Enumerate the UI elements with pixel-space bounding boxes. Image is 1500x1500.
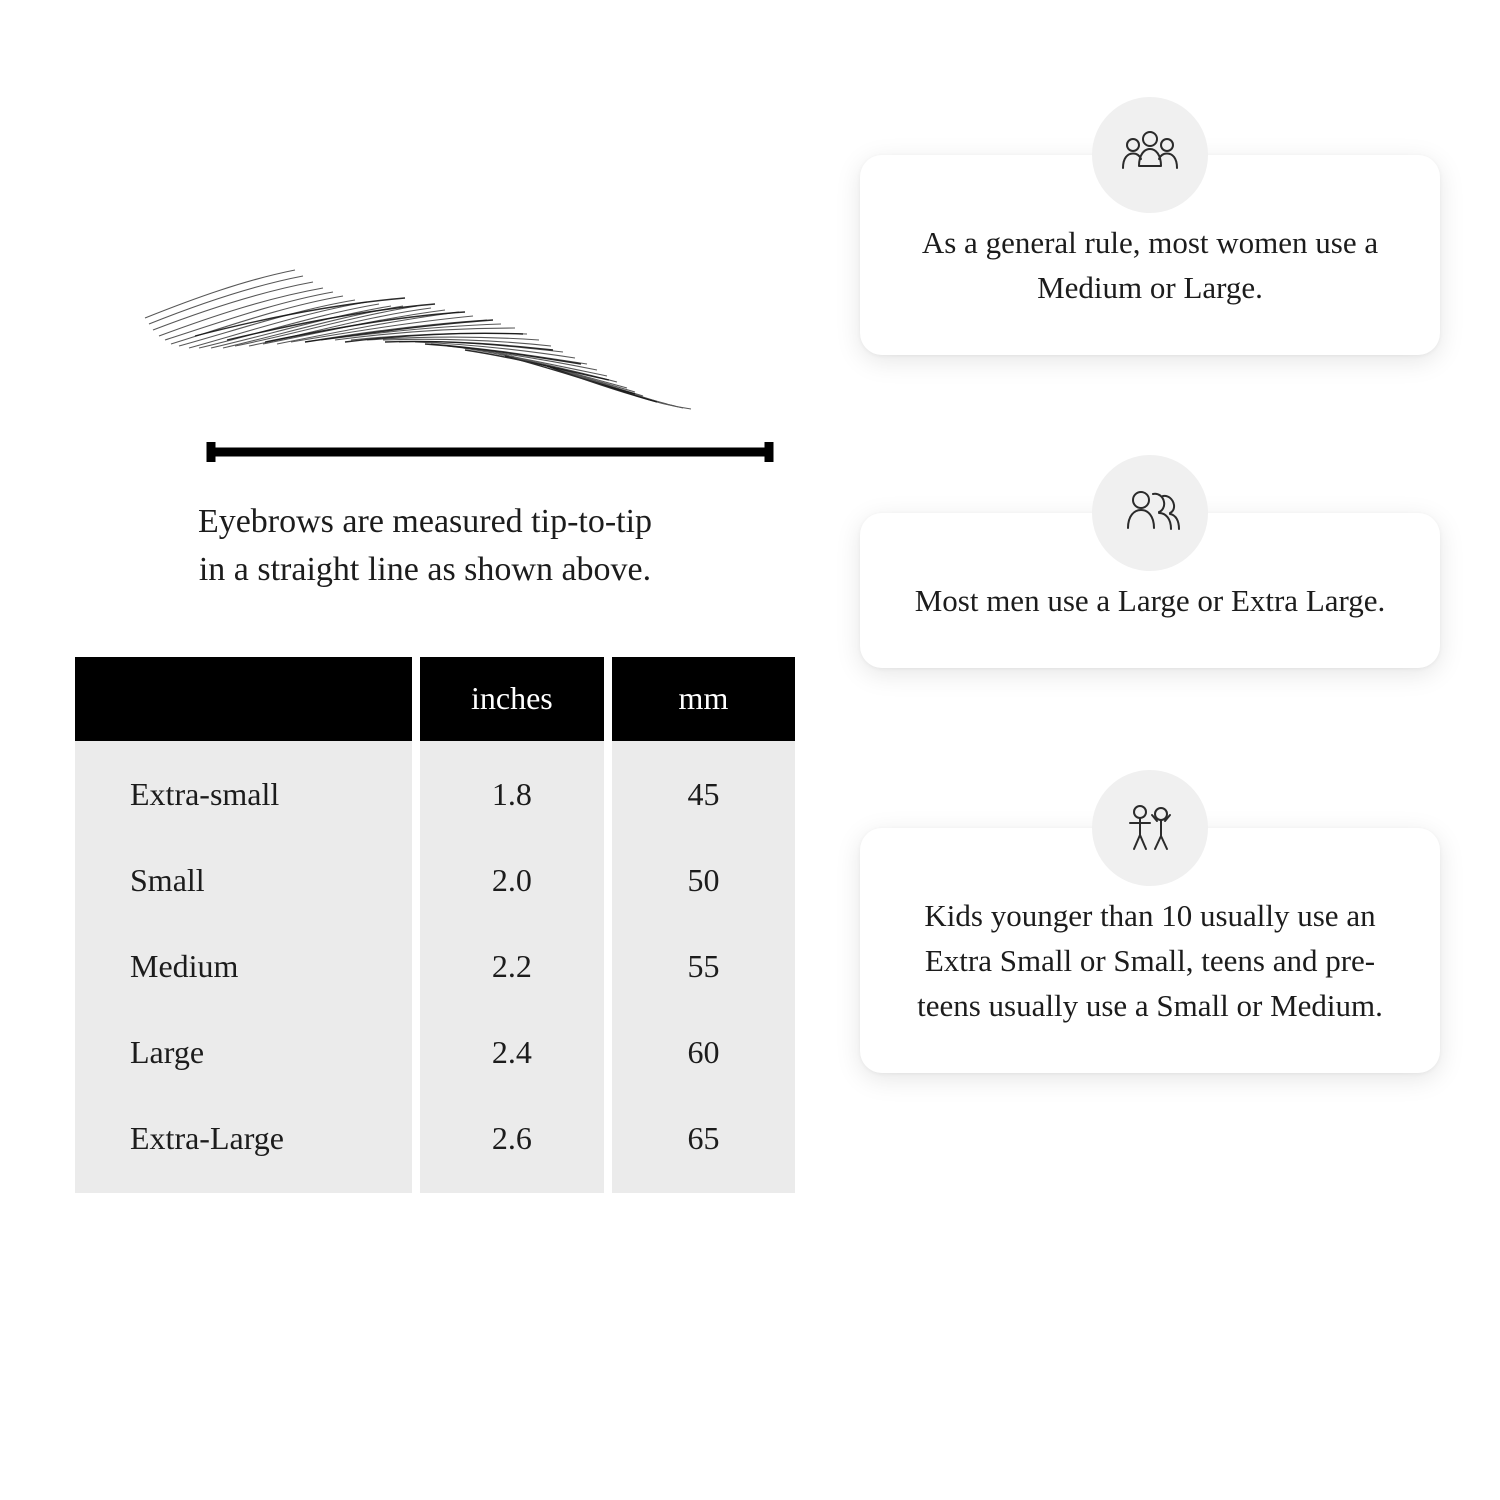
note-text: As a general rule, most women use a Medium or Large.	[921, 225, 1379, 305]
note-card-men	[860, 513, 1440, 668]
women-group-icon	[1092, 97, 1208, 213]
cell-size-name: Small	[75, 838, 420, 924]
caption-line-1: Eyebrows are measured tip-to-tip	[197, 503, 653, 540]
table-header-row	[75, 657, 795, 741]
header-size-name	[75, 657, 420, 741]
table-row	[75, 1010, 795, 1096]
cell-inches: 2.0	[420, 838, 612, 924]
left-column	[75, 150, 795, 1193]
kids-icon	[1092, 770, 1208, 886]
note-text: Kids younger than 10 usually use an Extra Small or Small, teens and pre-teens usually use a Small or Medium.	[917, 897, 1383, 1023]
table-row	[75, 924, 795, 1010]
caption-line-2: in a straight line as shown above.	[198, 551, 652, 589]
table-row	[75, 1096, 795, 1193]
cell-mm: 55	[612, 924, 795, 1010]
note-card-women	[860, 155, 1440, 355]
note-card-kids	[860, 828, 1440, 1073]
table-row	[75, 741, 795, 838]
cell-inches: 2.4	[420, 1010, 612, 1096]
size-table-body	[75, 741, 795, 1193]
measurement-caption	[75, 498, 775, 595]
cell-size-name: Extra-small	[75, 741, 420, 838]
eyebrow-illustration-icon	[135, 240, 735, 410]
table-row	[75, 838, 795, 924]
eyebrow-figure	[135, 150, 775, 480]
cell-mm: 45	[612, 741, 795, 838]
cell-size-name: Large	[75, 1010, 420, 1096]
cell-mm: 60	[612, 1010, 795, 1096]
cell-inches: 2.6	[420, 1096, 612, 1193]
cell-inches: 1.8	[420, 741, 612, 838]
cell-inches: 2.2	[420, 924, 612, 1010]
header-mm: mm	[612, 657, 795, 741]
size-table-header	[75, 657, 795, 741]
cell-size-name: Medium	[75, 924, 420, 1010]
notes-column	[860, 155, 1440, 1073]
cell-mm: 65	[612, 1096, 795, 1193]
measurement-line-icon	[205, 440, 775, 464]
header-inches: inches	[420, 657, 612, 741]
cell-size-name: Extra-Large	[75, 1096, 420, 1193]
size-table	[75, 657, 795, 1193]
note-text: Most men use a Large or Extra Large.	[914, 582, 1386, 618]
cell-mm: 50	[612, 838, 795, 924]
men-group-icon	[1092, 455, 1208, 571]
